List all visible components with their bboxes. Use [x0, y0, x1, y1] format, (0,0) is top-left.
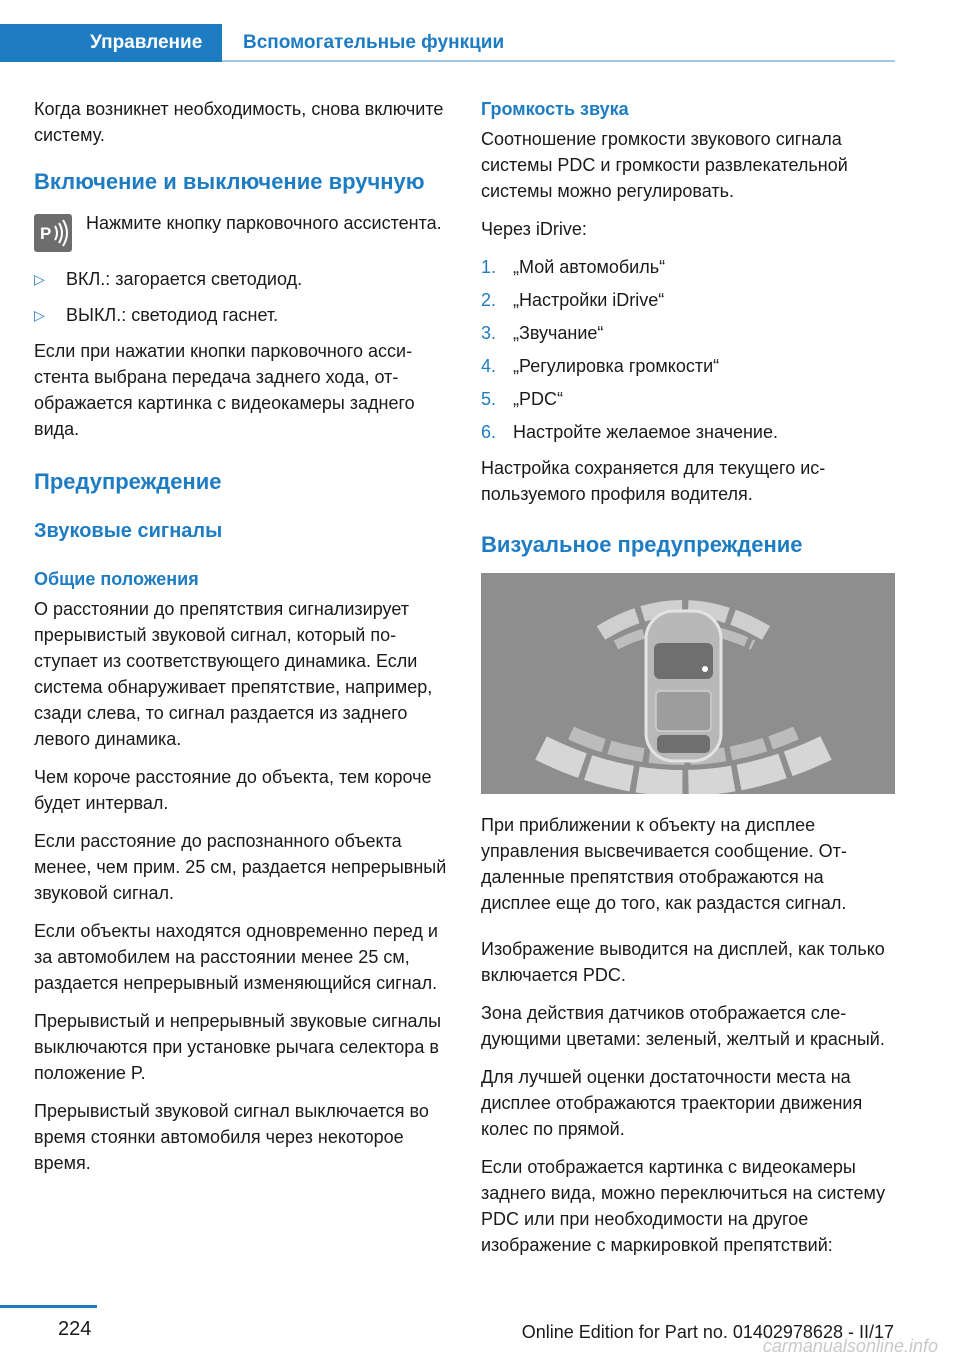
heading-general: Общие положения [34, 569, 199, 589]
section-tab-aux-functions: Вспомогательные функции [243, 32, 505, 53]
heading-volume: Громкость звука [481, 99, 629, 119]
list-item: ▷ ВКЛ.: загорается светодиод. [34, 266, 448, 292]
heading-visual-warning: Визуальное предупреждение [481, 532, 803, 557]
volume-paragraph: Соотношение громкости звукового сигнала системы PDC и громкости развлекательной системы можно регулировать. [481, 129, 848, 201]
pdc-parking-assistant-icon [34, 214, 72, 252]
header-divider [222, 60, 895, 62]
visual-paragraph-4: Для лучшей оценки достаточности места на дисплее отображаются траектории движения колес по прямой. [481, 1067, 863, 1139]
pdc-car-graphic [481, 573, 895, 794]
sound-paragraph-5: Прерывистый и непрерывный звуковые сигналы выключаются при установке рычага селектора в положение P. [34, 1011, 442, 1083]
triangle-right-icon: ▷ [34, 307, 45, 323]
list-item: 4. „Регулировка громкости“ [481, 356, 720, 376]
list-item: ▷ ВЫКЛ.: светодиод гаснет. [34, 302, 448, 328]
triangle-right-icon: ▷ [34, 271, 45, 287]
heading-sound-signals: Звуковые сигналы [34, 520, 223, 542]
heading-warning: Предупреждение [34, 469, 222, 494]
page-header [0, 0, 960, 64]
sound-paragraph-4: Если объекты находятся одновременно перед и за автомобилем на расстоянии менее 25 см, раздается непрерывный изменяющийся сигнал. [34, 921, 438, 993]
via-idrive: Через iDrive: [481, 219, 587, 239]
watermark: carmanualsonline.info [762, 1336, 938, 1356]
camera-paragraph: Если при нажатии кнопки парковочного ассистента выбрана передача заднего хода, отображается картинка с видеокамеры заднего вида. [34, 341, 415, 439]
sound-paragraph-6: Прерывистый звуковой сигнал выключается во время стоянки автомобиля через некоторое время. [34, 1101, 429, 1173]
idrive-steps [481, 254, 895, 445]
list-item: 2. „Настройки iDrive“ [481, 290, 665, 310]
sound-paragraph-3: Если расстояние до распознанного объекта менее, чем прим. 25 см, раздается непрерывный звуковой сигнал. [34, 831, 447, 903]
saved-paragraph: Настройка сохраняется для текущего используемого профиля водителя. [481, 458, 826, 504]
visual-paragraph-3: Зона действия датчиков отображается следующими цветами: зеленый, желтый и красный. [481, 1003, 885, 1049]
visual-paragraph-1: При приближении к объекту на дисплее управления высвечивается сообщение. Отдаленные препятствия отображаются на дисплее еще до того, как раздастся сигнал. [481, 815, 847, 913]
sound-paragraph-2: Чем короче расстояние до объекта, тем короче будет интервал. [34, 767, 432, 813]
pdc-button-instruction [34, 210, 448, 252]
list-item: 5. „PDC“ [481, 389, 563, 409]
list-item: 3. „Звучание“ [481, 323, 604, 343]
svg-text:P: P [40, 224, 52, 243]
sound-paragraph-1: О расстоянии до препятствия сигнализирует прерывистый звуковой сигнал, который поступает из соответствующего динамика. Если система обнаруживает препятствие, например, сзади слева, то сигнал раздается из заднего левого динамика. [34, 599, 433, 749]
intro-paragraph: Когда возникнет необходимость, снова включите систему. [34, 99, 444, 145]
list-item: 6. Настройте желаемое значение. [481, 422, 778, 442]
right-column [481, 96, 895, 1270]
visual-paragraph-2: Изображение выводится на дисплей, как только включается PDC. [481, 939, 885, 985]
left-column [34, 96, 448, 1188]
pdc-display-illustration [481, 573, 895, 794]
section-tab-control: Управление [0, 24, 222, 62]
list-item: 1. „Мой автомобиль“ [481, 257, 666, 277]
edition-info: Online Edition for Part no. 01402978628 - II/17 [521, 1322, 894, 1342]
pdc-button-text: Нажмите кнопку парковочного ассистента. [86, 213, 442, 233]
toggle-state-list [34, 266, 448, 328]
page-number: 224 [58, 1318, 92, 1340]
footer-divider [0, 1305, 97, 1308]
visual-paragraph-5: Если отображается картинка с видеокамеры заднего вида, можно переключиться на систему PDC или при необходимости на другое изображение с маркировкой препятствий: [481, 1157, 886, 1255]
heading-manual-toggle: Включение и выключение вручную [34, 169, 425, 194]
